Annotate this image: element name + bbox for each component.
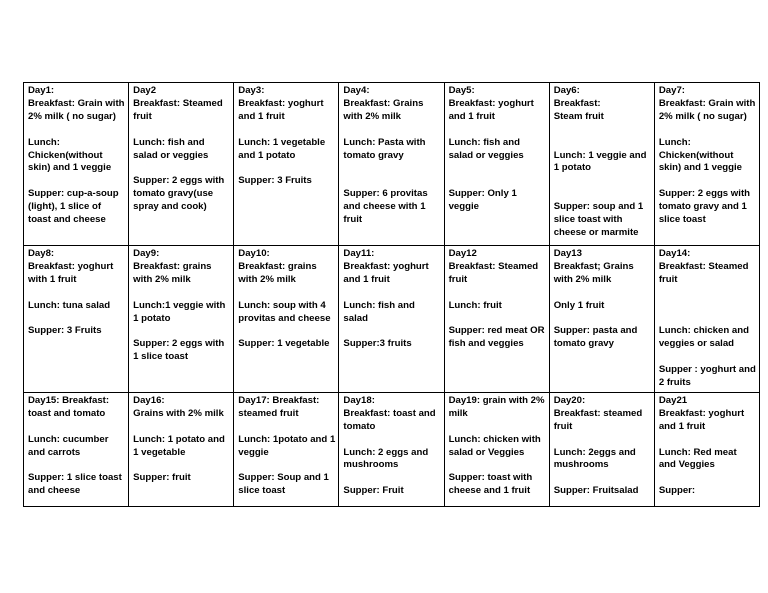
meal-plan-body <box>24 83 760 507</box>
cell-line: Lunch: 1 potato and 1 vegetable <box>133 433 225 458</box>
cell-line: Breakfast: Grain with 2% milk ( no sugar) <box>658 97 756 122</box>
cell-line <box>343 472 440 485</box>
cell-line <box>28 175 125 188</box>
cell-line: Breakfast: Steamed fruit <box>448 260 539 285</box>
cell-line: Supper: Only 1 veggie <box>448 188 517 213</box>
day-cell <box>24 83 129 246</box>
cell-line: Day18: <box>343 394 375 406</box>
cell-line <box>554 434 651 447</box>
cell-line <box>28 287 125 300</box>
cell-line: Lunch: chicken and veggies or salad <box>658 325 749 350</box>
cell-line <box>659 434 756 447</box>
cell-line <box>449 421 546 434</box>
cell-line: Day20: <box>553 394 586 406</box>
cell-line: Lunch: Pasta with tomato gravy <box>343 136 426 161</box>
day-cell <box>234 246 339 393</box>
day-cell <box>339 392 444 506</box>
cell-line: Day11: <box>343 248 375 259</box>
cell-line <box>554 124 651 137</box>
cell-line: Lunch: 2eggs and mushrooms <box>553 446 636 471</box>
cell-line: Breakfast: yoghurt and 1 fruit <box>658 407 745 432</box>
cell-line <box>554 188 651 201</box>
day-cell <box>234 83 339 246</box>
cell-line: Breakfast: yoghurt with 1 fruit <box>28 260 114 285</box>
cell-line: Supper: red meat OR fish and veggies <box>448 325 545 350</box>
cell-line <box>238 162 335 175</box>
cell-line: Day5: <box>448 85 475 96</box>
cell-line: Day14: <box>658 248 691 259</box>
cell-line: Day6: <box>553 85 580 96</box>
cell-line: Only 1 fruit <box>553 299 605 311</box>
cell-line: Day17: Breakfast: steamed fruit <box>238 394 320 419</box>
cell-line <box>659 175 756 188</box>
cell-line <box>133 162 230 175</box>
cell-line: Day10: <box>238 248 270 259</box>
cell-line: Supper: fruit <box>133 472 191 484</box>
day-cell <box>444 83 549 246</box>
cell-line: Lunch: 1 vegetable and 1 potato <box>238 136 326 161</box>
cell-line: Day8: <box>28 248 55 259</box>
cell-line: Lunch: 1 veggie and 1 potato <box>553 149 647 174</box>
cell-line <box>554 313 651 326</box>
cell-line <box>659 300 756 313</box>
cell-line: Supper: 1 vegetable <box>238 338 330 350</box>
day-cell <box>24 392 129 506</box>
cell-line: Day2 <box>133 85 157 96</box>
cell-line: Supper: pasta and tomato gravy <box>553 325 638 350</box>
cell-line <box>238 124 335 137</box>
cell-line: Supper: cup-a-soup (light), 1 slice of toast and cheese <box>28 188 119 226</box>
cell-line: Breakfast: Grain with 2% milk ( no sugar) <box>28 97 125 122</box>
cell-line: Lunch: 2 eggs and mushrooms <box>343 446 429 471</box>
cell-line: Breakfast: Steamed fruit <box>133 97 223 122</box>
cell-line <box>28 421 125 434</box>
cell-line: Breakfast: <box>553 97 601 109</box>
day-cell <box>234 392 339 506</box>
cell-line: Supper: 3 Fruits <box>238 175 312 187</box>
cell-line <box>28 313 125 326</box>
cell-line: Supper: 6 provitas and cheese with 1 fruit <box>343 188 428 226</box>
cell-line: Supper : yoghurt and 2 fruits <box>658 364 756 388</box>
cell-line: Supper: 2 eggs with 1 slice toast <box>133 338 225 363</box>
cell-line: Day1: <box>28 85 55 96</box>
day-cell <box>444 246 549 393</box>
cell-line <box>238 459 335 472</box>
cell-line <box>554 472 651 485</box>
cell-line: Lunch:1 veggie with 1 potato <box>133 299 226 324</box>
cell-line: Supper: 2 eggs with tomato gravy and 1 slice toast <box>658 188 750 226</box>
cell-line: Day15: Breakfast: toast and tomato <box>28 394 110 419</box>
cell-line: Supper: Soup and 1 slice toast <box>238 472 329 497</box>
day-cell <box>339 246 444 393</box>
cell-line: Breakfast: Grains with 2% milk <box>343 97 424 122</box>
cell-line: Breakfast: grains with 2% milk <box>238 260 317 285</box>
day-cell <box>339 83 444 246</box>
day-cell <box>549 392 654 506</box>
cell-line <box>449 162 546 175</box>
cell-line: Grains with 2% milk <box>133 407 224 419</box>
cell-line: Lunch: fish and salad <box>343 299 415 324</box>
cell-line <box>133 287 230 300</box>
cell-line: Lunch: fish and salad or veggies <box>448 136 524 161</box>
cell-line <box>28 124 125 137</box>
cell-line: Supper: soup and 1 slice toast with cheese or marmite <box>553 201 644 238</box>
cell-line: Lunch: Chicken(without skin) and 1 veggie <box>658 136 743 174</box>
meal-plan-table <box>23 82 760 507</box>
cell-line <box>449 313 546 326</box>
cell-line <box>449 175 546 188</box>
cell-line: Steam fruit <box>553 110 604 122</box>
cell-line <box>343 287 440 300</box>
cell-line <box>659 287 756 300</box>
cell-line: Breakfast: yoghurt and 1 fruit <box>343 260 429 285</box>
cell-line: Day13 <box>553 248 582 259</box>
cell-line: Supper: <box>658 485 696 497</box>
cell-line: Breakfast; Grains with 2% milk <box>553 260 634 285</box>
cell-line: Lunch: soup with 4 provitas and cheese <box>238 299 331 324</box>
cell-line <box>133 325 230 338</box>
cell-line <box>238 325 335 338</box>
day-cell <box>654 392 759 506</box>
day-cell <box>654 83 759 246</box>
day-cell <box>549 83 654 246</box>
cell-line <box>343 162 440 175</box>
cell-line: Breakfast: yoghurt and 1 fruit <box>448 97 534 122</box>
cell-line <box>659 351 756 364</box>
cell-line: Breakfast: toast and tomato <box>343 407 436 432</box>
cell-line: Day7: <box>658 85 685 96</box>
cell-line <box>554 287 651 300</box>
cell-line <box>343 124 440 137</box>
cell-line <box>449 287 546 300</box>
cell-line <box>238 421 335 434</box>
cell-line: Breakfast: grains with 2% milk <box>133 260 212 285</box>
cell-line: Day9: <box>133 248 160 259</box>
day-cell <box>654 246 759 393</box>
day-cell <box>24 246 129 393</box>
cell-line: Day3: <box>238 85 265 96</box>
cell-line: Breakfast: Steamed fruit <box>658 260 749 285</box>
table-row-week-3 <box>24 392 760 506</box>
table-row-week-2 <box>24 246 760 393</box>
cell-line <box>659 124 756 137</box>
cell-line <box>659 472 756 485</box>
day-cell <box>549 246 654 393</box>
cell-line: Breakfast: steamed fruit <box>553 407 643 432</box>
day-cell <box>129 246 234 393</box>
cell-line <box>554 175 651 188</box>
cell-line <box>343 434 440 447</box>
cell-line: Supper: 2 eggs with tomato gravy(use spray and cook) <box>133 175 225 213</box>
cell-line <box>343 325 440 338</box>
cell-line <box>28 459 125 472</box>
cell-line: Lunch: tuna salad <box>28 299 111 311</box>
cell-line: Lunch: fruit <box>448 299 502 311</box>
cell-line: Supper: toast with cheese and 1 fruit <box>448 472 533 497</box>
day-cell <box>444 392 549 506</box>
cell-line: Supper: 1 slice toast and cheese <box>28 472 122 497</box>
cell-line: Breakfast: yoghurt and 1 fruit <box>238 97 324 122</box>
cell-line <box>343 175 440 188</box>
cell-line <box>238 287 335 300</box>
day-cell <box>129 392 234 506</box>
cell-line: Lunch: 1potato and 1 veggie <box>238 433 336 458</box>
cell-line: Lunch: chicken with salad or Veggies <box>448 433 541 458</box>
cell-line: Lunch: cucumber and carrots <box>28 433 109 458</box>
cell-line: Supper: 3 Fruits <box>28 325 102 337</box>
cell-line <box>449 459 546 472</box>
cell-line: Day12 <box>448 248 477 259</box>
cell-line <box>133 421 230 434</box>
cell-line: Supper: Fruitsalad <box>553 485 639 497</box>
cell-line <box>554 137 651 150</box>
cell-line: Lunch: Chicken(without skin) and 1 veggie <box>28 136 112 174</box>
cell-line: Day4: <box>343 85 370 96</box>
cell-line: Day21 <box>658 394 688 406</box>
cell-line <box>133 124 230 137</box>
cell-line <box>659 313 756 326</box>
cell-line: Day16: <box>133 394 165 406</box>
cell-line: Supper:3 fruits <box>343 338 412 350</box>
cell-line: Day19: grain with 2% milk <box>448 394 545 419</box>
cell-line: Supper: Fruit <box>343 485 404 497</box>
cell-line <box>449 124 546 137</box>
day-cell <box>129 83 234 246</box>
cell-line: Lunch: Red meat and Veggies <box>658 446 737 471</box>
table-row-week-1 <box>24 83 760 246</box>
cell-line: Lunch: fish and salad or veggies <box>133 136 209 161</box>
cell-line <box>133 459 230 472</box>
